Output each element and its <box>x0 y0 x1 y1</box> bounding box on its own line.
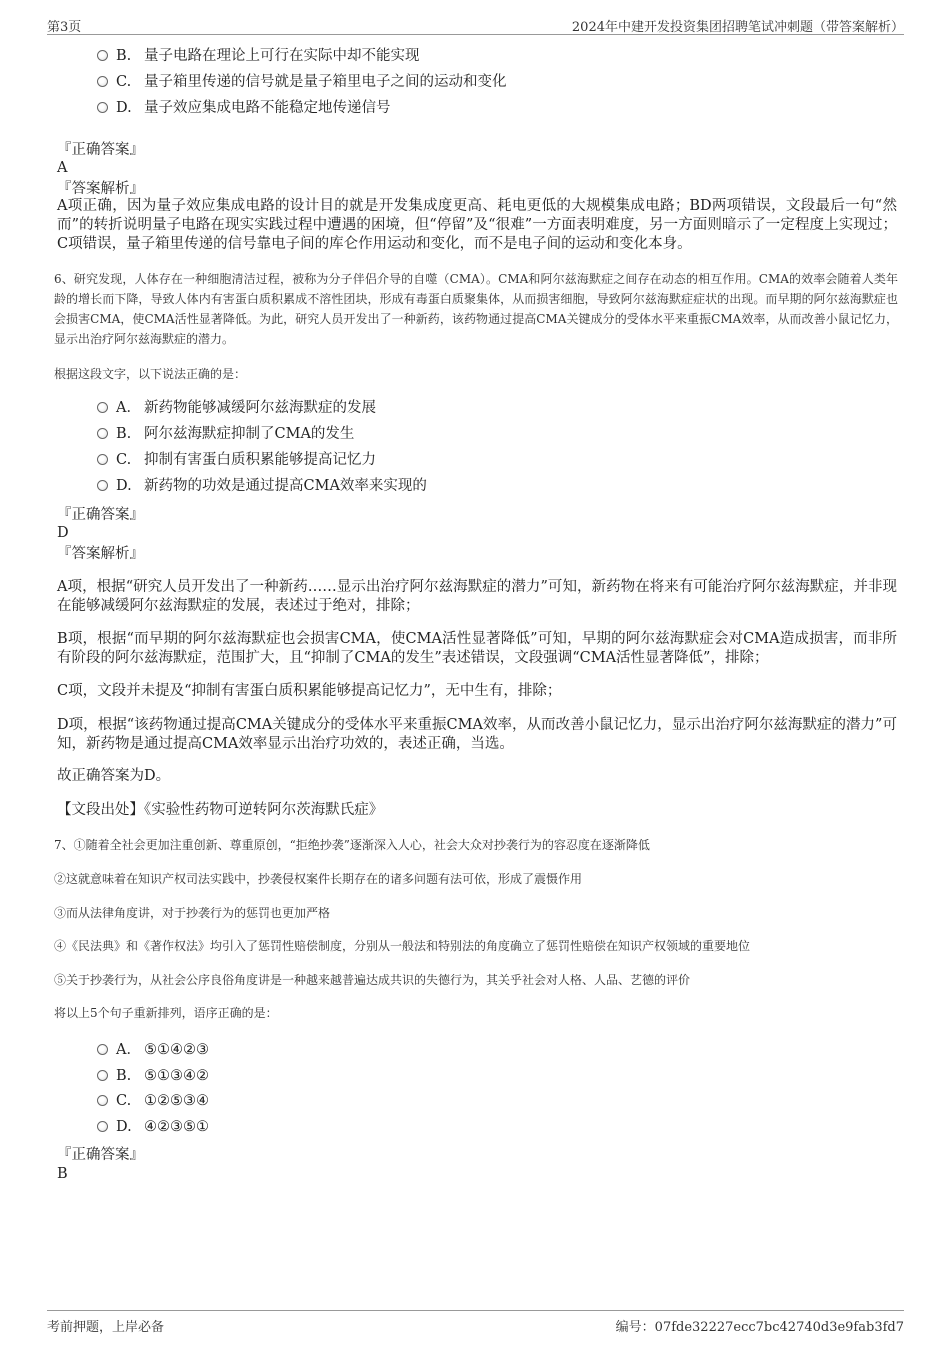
radio-icon[interactable] <box>97 428 108 439</box>
q6-option-a[interactable]: A． 新药物能够减缓阿尔兹海默症的发展 <box>97 398 376 418</box>
radio-icon[interactable] <box>97 454 108 465</box>
q7-sentence-3: ③而从法律角度讲，对于抄袭行为的惩罚也更加严格 <box>54 906 331 920</box>
q6-analysis-d: D项，根据“该药物通过提高CMA关键成分的受体水平来重振CMA效率，从而改善小鼠记忆力，显示出治疗阿尔兹海默症的潜力”可知，新药物是通过提高CMA效率显示出治疗功效的，表述正确，当选。 <box>57 717 897 752</box>
radio-icon[interactable] <box>97 1095 108 1106</box>
radio-icon[interactable] <box>97 402 108 413</box>
document-id: 编号：07fde32227ecc7bc42740d3e9fab3fd7 <box>615 1320 904 1335</box>
radio-icon[interactable] <box>97 1044 108 1055</box>
q6-analysis-b: B项，根据“而早期的阿尔兹海默症也会损害CMA，使CMA活性显著降低”可知，早期的阿尔兹海默症会对CMA造成损害，而非所有阶段的阿尔兹海默症，范围扩大，且“抑制了CMA的发生”表述错误，文段强调“CMA活性显著降低”，排除； <box>57 631 897 666</box>
q7-sentence-1: 7、①随着全社会更加注重创新、尊重原创，“拒绝抄袭”逐渐深入人心，社会大众对抄袭行为的容忍度在逐渐降低 <box>54 838 650 852</box>
q7-option-b[interactable]: B. ⑤①③④② <box>97 1066 209 1086</box>
q5-analysis: A项正确，因为量子效应集成电路的设计目的就是开发集成度更高、耗电更低的大规模集成电路；BD两项错误，文段最后一句“然而”的转折说明量子电路在现实实践过程中遭遇的困境，但“停留”及“很难”一方面表明难度，另一方面则暗示了一定程度上实现过；C项错误，量子箱里传递的信号靠电子间的库仑作用运动和变化，而不是电子间的运动和变化本身。 <box>57 198 897 252</box>
radio-icon[interactable] <box>97 102 108 113</box>
q7-sentence-4: ④《民法典》和《著作权法》均引入了惩罚性赔偿制度，分别从一般法和特别法的角度确立了惩罚性赔偿在知识产权领域的重要地位 <box>54 939 751 953</box>
q7-sentence-2: ②这就意味着在知识产权司法实践中，抄袭侵权案件长期存在的诸多问题有法可依，形成了震慑作用 <box>54 872 583 886</box>
q5-answer-label: 『正确答案』 <box>57 142 144 158</box>
q5-option-c[interactable]: C. 量子箱里传递的信号就是量子箱里电子之间的运动和变化 <box>97 72 507 92</box>
q7-answer: B <box>57 1166 68 1182</box>
radio-icon[interactable] <box>97 1070 108 1081</box>
q6-option-b[interactable]: B. 阿尔兹海默症抑制了CMA的发生 <box>97 424 354 444</box>
q6-option-c[interactable]: C. 抑制有害蛋白质积累能够提高记忆力 <box>97 450 376 470</box>
q7-prompt: 将以上5个句子重新排列，语序正确的是： <box>54 1006 278 1020</box>
q6-prompt: 根据这段文字，以下说法正确的是： <box>54 367 247 381</box>
page-header <box>47 14 904 35</box>
page-number: 第3页 <box>47 20 82 35</box>
radio-icon[interactable] <box>97 480 108 491</box>
q5-analysis-label: 『答案解析』 <box>57 181 144 197</box>
q6-analysis-a: A项，根据“研究人员开发出了一种新药……显示出治疗阿尔兹海默症的潜力”可知，新药物在将来有可能治疗阿尔兹海默症，并非现在能够减缓阿尔兹海默症的发展，表述过于绝对，排除； <box>57 579 897 614</box>
q7-sentence-5: ⑤关于抄袭行为，从社会公序良俗角度讲是一种越来越普遍达成共识的失德行为，其关乎社会对人格、人品、艺德的评价 <box>54 973 691 987</box>
q6-answer: D <box>57 525 69 541</box>
footer-slogan: 考前押题，上岸必备 <box>47 1320 165 1335</box>
q7-option-a[interactable]: A． ⑤①④②③ <box>97 1040 209 1060</box>
document-title: 2024年中建开发投资集团招聘笔试冲刺题（带答案解析） <box>571 20 904 35</box>
q5-answer: A <box>57 160 68 176</box>
radio-icon[interactable] <box>97 76 108 87</box>
q6-analysis-label: 『答案解析』 <box>57 546 144 562</box>
q5-option-b[interactable]: B. 量子电路在理论上可行在实际中却不能实现 <box>97 46 420 66</box>
q6-option-d[interactable]: D. 新药物的功效是通过提高CMA效率来实现的 <box>97 476 427 496</box>
q7-option-c[interactable]: C. ①②⑤③④ <box>97 1091 209 1111</box>
q6-answer-label: 『正确答案』 <box>57 507 144 523</box>
q6-analysis-c: C项，文段并未提及“抑制有害蛋白质积累能够提高记忆力”，无中生有，排除； <box>57 683 562 699</box>
page-footer <box>47 1310 904 1337</box>
radio-icon[interactable] <box>97 1121 108 1132</box>
q5-option-d[interactable]: D. 量子效应集成电路不能稳定地传递信号 <box>97 98 391 118</box>
q7-option-d[interactable]: D. ④②③⑤① <box>97 1117 209 1137</box>
q6-stem: 6、研究发现，人体存在一种细胞清洁过程，被称为分子伴侣介导的自噬（CMA）。CMA和阿尔兹海默症之间存在动态的相互作用。CMA的效率会随着人类年龄的增长而下降，导致人体内有害蛋白质积累成不溶性团块，形成有毒蛋白质聚集体，从而损害细胞，导致阿尔兹海默症症状的出现。而早期的阿尔兹海默症也会损害CMA，使CMA活性显著降低。为此，研究人员开发出了一种新药，该药物通过提高CMA关键成分的受体水平来重振CMA效率，从而改善小鼠记忆力，显示出治疗阿尔兹海默症的潜力。 <box>54 272 898 346</box>
q7-answer-label: 『正确答案』 <box>57 1147 144 1163</box>
radio-icon[interactable] <box>97 50 108 61</box>
q6-conclusion: 故正确答案为D。 <box>57 768 171 784</box>
q6-source: 【文段出处】《实验性药物可逆转阿尔茨海默氏症》 <box>57 802 384 818</box>
